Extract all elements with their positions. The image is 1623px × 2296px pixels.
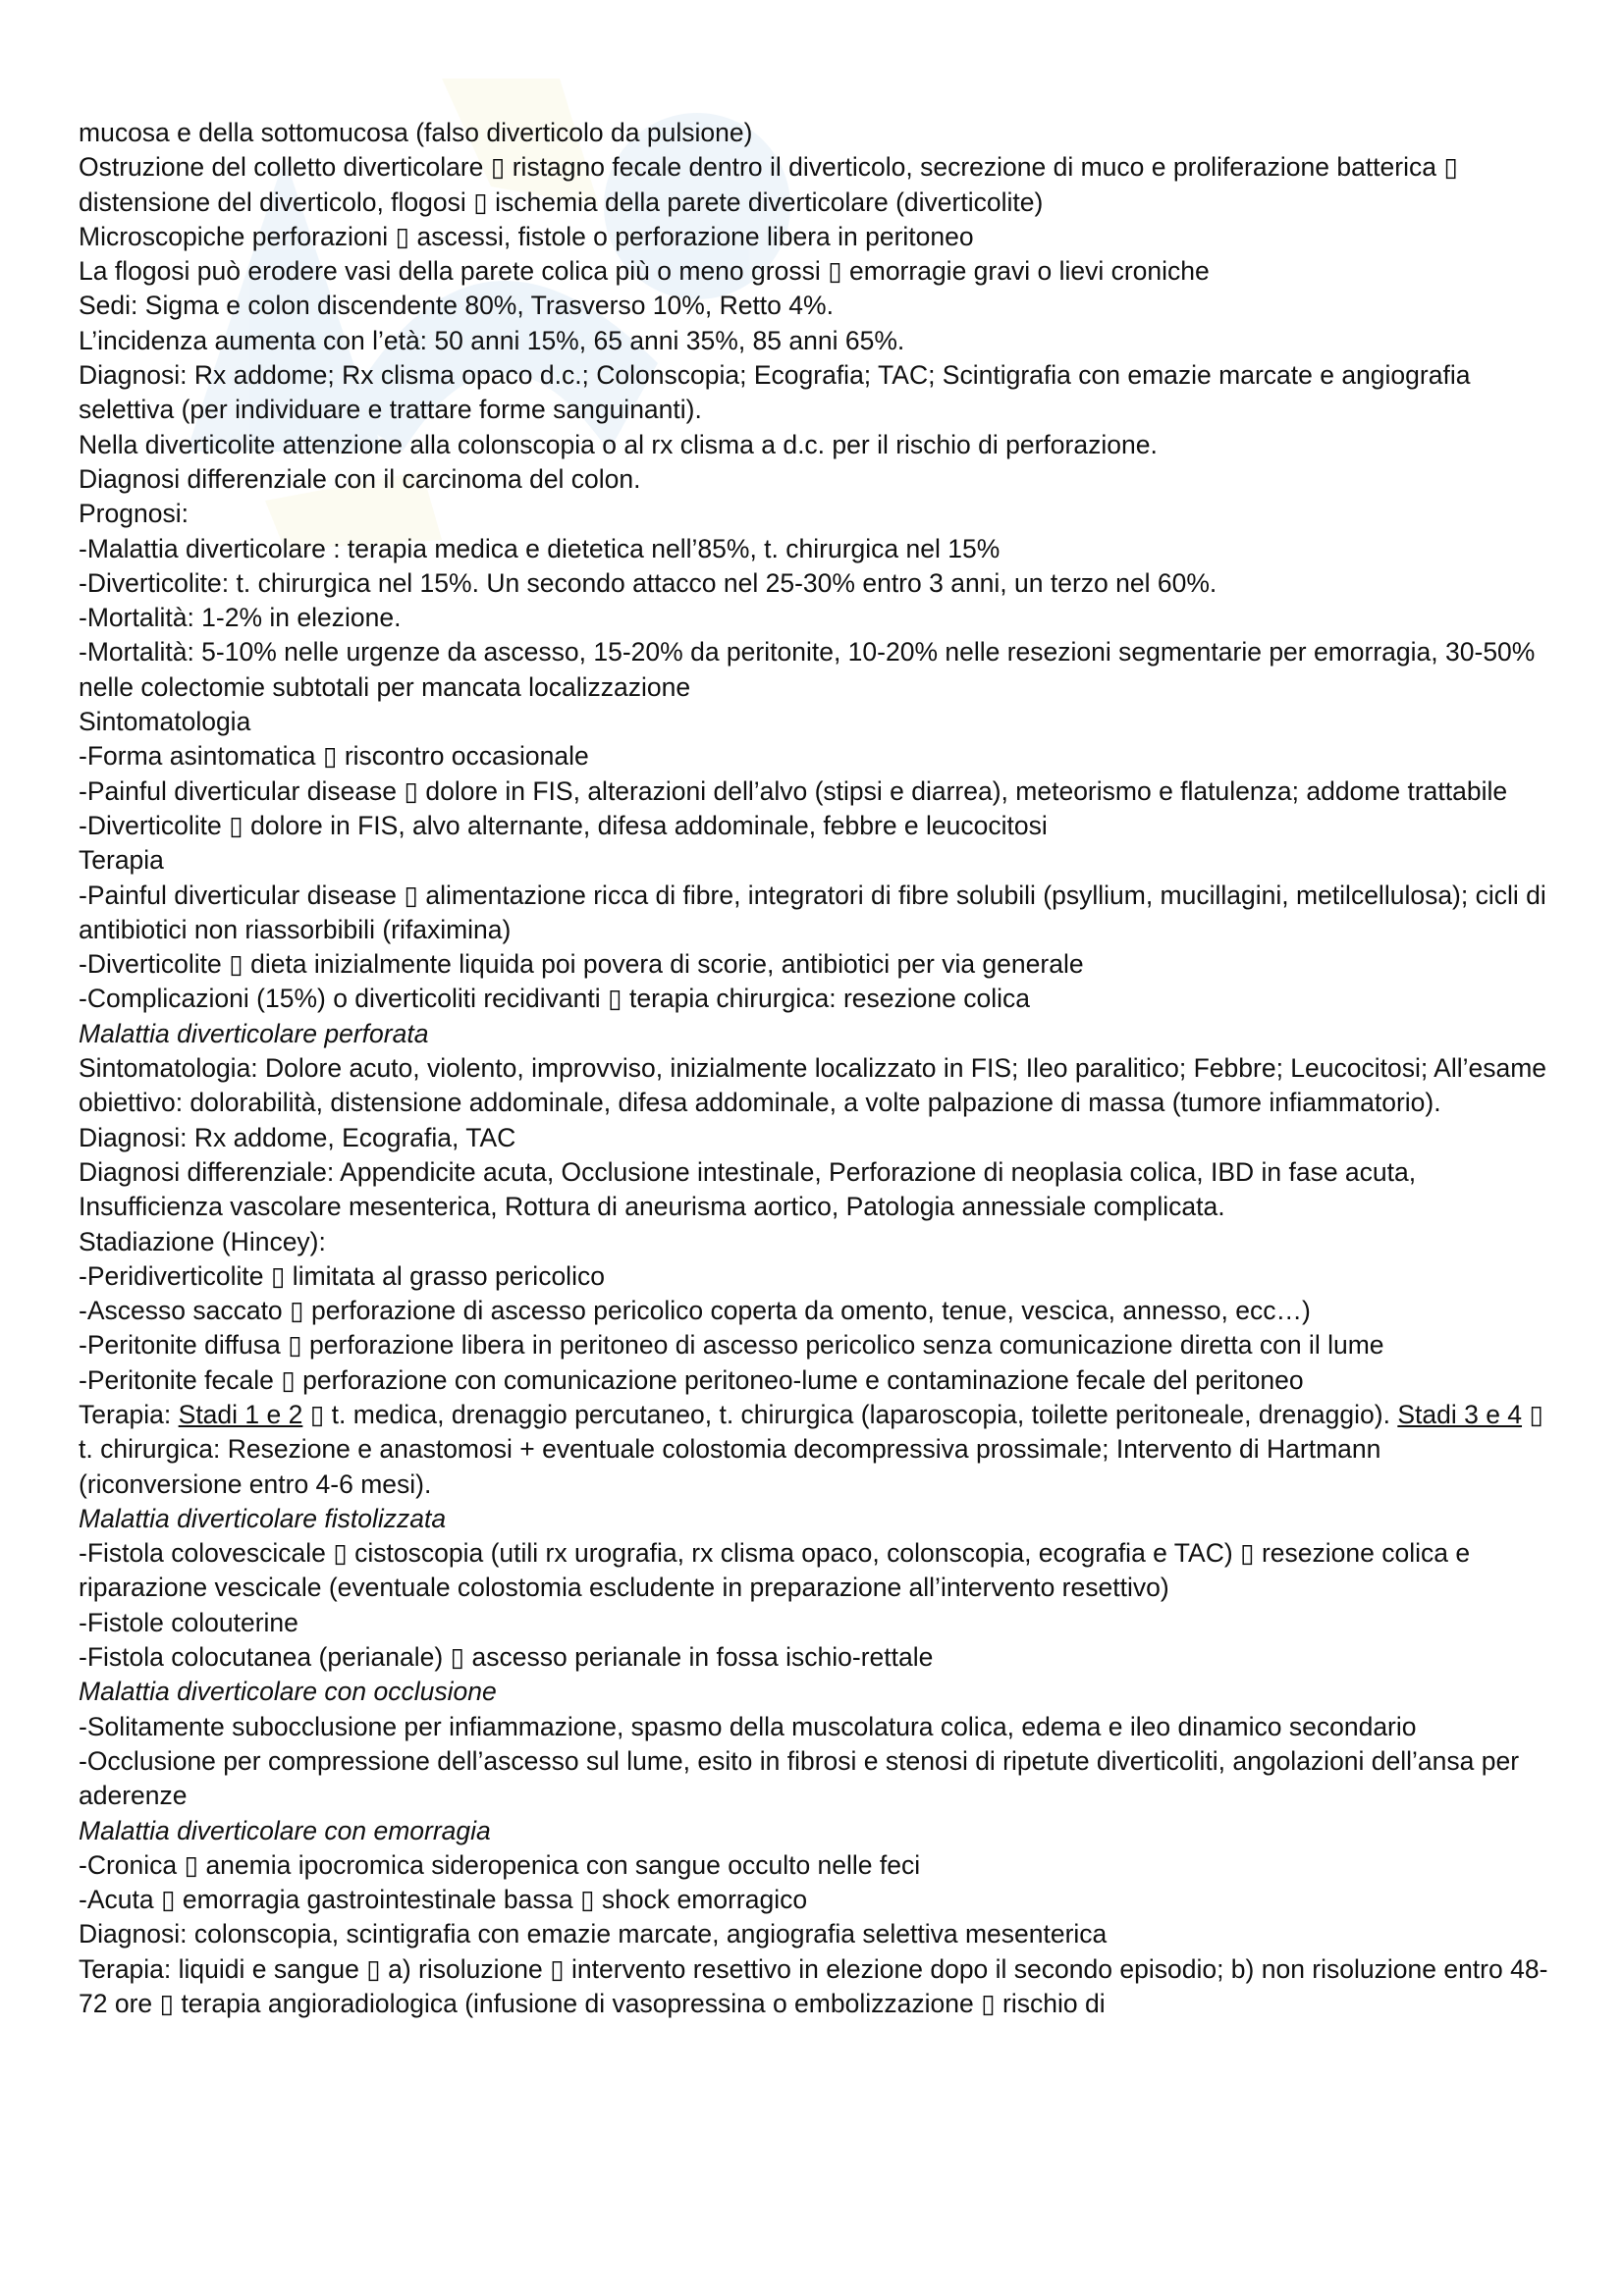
- paragraph: Diagnosi differenziale con il carcinoma del colon.: [79, 463, 641, 494]
- subsection-heading: Malattia diverticolare con occlusione: [79, 1677, 497, 1707]
- therapy-stages-paragraph: [79, 1398, 1551, 1502]
- list-item: -Diverticolite: t. chirurgica nel 15%. Un secondo attacco nel 25-30% entro 3 anni, un terzo nel 60%.: [79, 567, 1217, 598]
- list-item: -Mortalità: 1-2% in elezione.: [79, 603, 402, 633]
- list-item: -Peridiverticolite ▯ limitata al grasso pericolico: [79, 1260, 605, 1291]
- list-item: -Solitamente subocclusione per infiammazione, spasmo della muscolatura colica, edema e ileo dinamico secondario: [79, 1711, 1417, 1741]
- paragraph: Diagnosi: Rx addome; Rx clisma opaco d.c.; Colonscopia; Ecografia; TAC; Scintigrafia con emazie marcate e angiografia selettiva (per individuare e trattare forme sanguinanti).: [79, 360, 1471, 425]
- list-item: -Fistola colocutanea (perianale) ▯ ascesso perianale in fossa ischio-rettale: [79, 1642, 934, 1673]
- text-run: ▯ t. medica, drenaggio percutaneo, t. chirurgica (laparoscopia, toilette peritoneale, drenaggio).: [302, 1399, 1398, 1429]
- text-run: ▯ t. chirurgica: Resezione e anastomosi + eventuale colostomia decompressiva prossimale; Intervento di Hartmann (riconversione entro 4-6 mesi).: [79, 1399, 1543, 1499]
- subsection-heading: Malattia diverticolare con emorragia: [79, 1815, 491, 1845]
- paragraph: Diagnosi: colonscopia, scintigrafia con emazie marcate, angiografia selettiva mesenterica: [79, 1919, 1108, 1949]
- paragraph: Diagnosi differenziale: Appendicite acuta, Occlusione intestinale, Perforazione di neoplasia colica, IBD in fase acuta, Insufficienza vascolare mesenterica, Rottura di aneurisma aortico, Patologia annessiale complicata.: [79, 1156, 1417, 1222]
- text-run: Terapia:: [79, 1399, 179, 1429]
- subsection-heading: Malattia diverticolare perforata: [79, 1018, 429, 1048]
- paragraph: Nella diverticolite attenzione alla colonscopia o al rx clisma a d.c. per il rischio di perforazione.: [79, 429, 1158, 459]
- document-page: [79, 116, 1551, 2021]
- list-item: -Forma asintomatica ▯ riscontro occasionale: [79, 741, 589, 772]
- paragraph: mucosa e della sottomucosa (falso diverticolo da pulsione): [79, 118, 753, 147]
- paragraph: Sintomatologia: Dolore acuto, violento, improvviso, inizialmente localizzato in FIS; Ileo paralitico; Febbre; Leucocitosi; All’esame obiettivo: dolorabilità, distensione addominale, difesa addominale, a volte palpazione di massa (tumore infiammatorio).: [79, 1053, 1547, 1118]
- paragraph: L’incidenza aumenta con l’età: 50 anni 15%, 65 anni 35%, 85 anni 65%.: [79, 325, 905, 355]
- list-item: -Malattia diverticolare : terapia medica e dietetica nell’85%, t. chirurgica nel 15%: [79, 533, 1001, 563]
- list-item: -Peritonite diffusa ▯ perforazione libera in peritoneo di ascesso pericolico senza comunicazione diretta con il lume: [79, 1330, 1384, 1361]
- section-heading: Sintomatologia: [79, 707, 251, 737]
- list-item: -Painful diverticular disease ▯ dolore in FIS, alterazioni dell’alvo (stipsi e diarrea), meteorismo e flatulenza; addome trattabile: [79, 775, 1508, 806]
- list-item: -Painful diverticular disease ▯ alimentazione ricca di fibre, integratori di fibre solubili (psyllium, mucillagini, metilcellulosa); cicli di antibiotici non riassorbibili (rifaximina): [79, 880, 1546, 944]
- paragraph: Diagnosi: Rx addome, Ecografia, TAC: [79, 1122, 516, 1152]
- list-item: -Fistola colovescicale ▯ cistoscopia (utili rx urografia, rx clisma opaco, colonscopia, ecografia e TAC) ▯ resezione colica e riparazione vescicale (eventuale colostomia escludente in preparazione all’intervento resettivo): [79, 1538, 1471, 1603]
- paragraph: Ostruzione del colletto diverticolare ▯ ristagno fecale dentro il diverticolo, secrezione di muco e proliferazione batterica ▯ distensione del diverticolo, flogosi ▯ ischemia della parete diverticolare (diverticolite): [79, 152, 1458, 217]
- paragraph: Terapia: liquidi e sangue ▯ a) risoluzione ▯ intervento resettivo in elezione dopo il secondo episodio; b) non risoluzione entro 48-72 ore ▯ terapia angioradiologica (infusione di vasopressina o embolizzazione ▯ rischio di: [79, 1953, 1548, 2019]
- paragraph: Sedi: Sigma e colon discendente 80%, Trasverso 10%, Retto 4%.: [79, 291, 834, 321]
- subsection-heading: Malattia diverticolare fistolizzata: [79, 1503, 447, 1533]
- paragraph: Microscopiche perforazioni ▯ ascessi, fistole o perforazione libera in peritoneo: [79, 221, 974, 251]
- underlined-text: Stadi 1 e 2: [178, 1399, 303, 1429]
- list-item: -Peritonite fecale ▯ perforazione con comunicazione peritoneo-lume e contaminazione fecale del peritoneo: [79, 1364, 1304, 1395]
- list-item: -Complicazioni (15%) o diverticoliti recidivanti ▯ terapia chirurgica: resezione colica: [79, 984, 1030, 1014]
- underlined-text: Stadi 3 e 4: [1397, 1399, 1523, 1429]
- paragraph: La flogosi può erodere vasi della parete colica più o meno grossi ▯ emorragie gravi o lievi croniche: [79, 256, 1210, 287]
- list-item: -Diverticolite ▯ dieta inizialmente liquida poi povera di scorie, antibiotici per via generale: [79, 949, 1084, 980]
- list-item: -Mortalità: 5-10% nelle urgenze da ascesso, 15-20% da peritonite, 10-20% nelle resezioni segmentarie per emorragia, 30-50% nelle colectomie subtotali per mancata localizzazione: [79, 637, 1536, 702]
- list-item: -Fistole colouterine: [79, 1607, 298, 1637]
- list-item: -Occlusione per compressione dell’ascesso sul lume, esito in fibrosi e stenosi di ripetute diverticoliti, angolazioni dell’ansa per aderenze: [79, 1745, 1520, 1811]
- list-item: -Diverticolite ▯ dolore in FIS, alvo alternante, difesa addominale, febbre e leucocitosi: [79, 810, 1048, 840]
- section-heading: Terapia: [79, 845, 164, 876]
- paragraph: Stadiazione (Hincey):: [79, 1226, 326, 1256]
- list-item: -Cronica ▯ anemia ipocromica sideropenica con sangue occulto nelle feci: [79, 1849, 921, 1880]
- list-item: -Ascesso saccato ▯ perforazione di ascesso pericolico coperta da omento, tenue, vescica, annesso, ecc…): [79, 1296, 1311, 1326]
- section-heading: Prognosi:: [79, 499, 189, 529]
- list-item: -Acuta ▯ emorragia gastrointestinale bassa ▯ shock emorragico: [79, 1885, 808, 1915]
